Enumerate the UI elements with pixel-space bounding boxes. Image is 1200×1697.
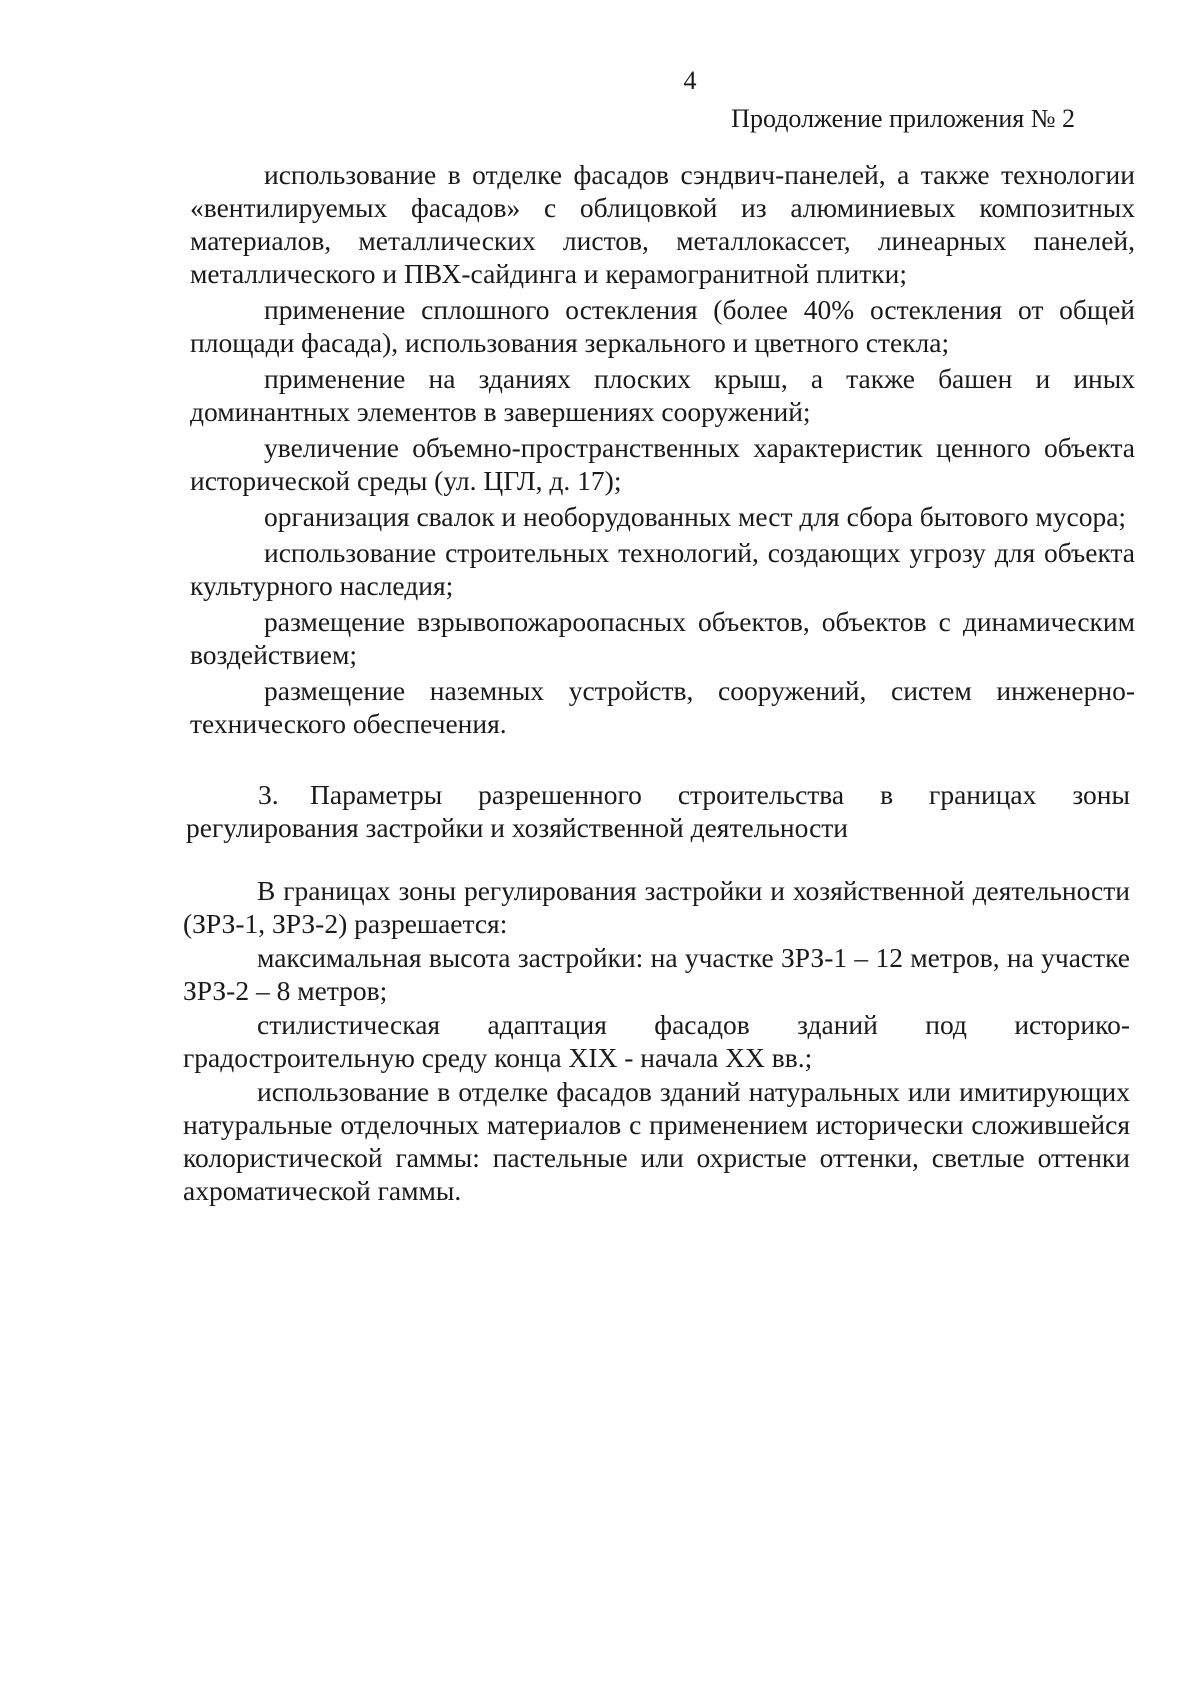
page-number: 4	[683, 66, 697, 95]
prohibitions-list	[190, 158, 1135, 743]
prohibition-item: применение сплошного остекления (более 40% остекления от общей площади фасада), использования зеркального и цветного стекла;	[190, 294, 1135, 358]
prohibition-item: размещение взрывопожароопасных объектов, объектов с динамическим воздействием;	[190, 606, 1135, 670]
prohibition-item: организация свалок и необорудованных мест для сбора бытового мусора;	[264, 501, 1127, 532]
permission-intro: В границах зоны регулирования застройки и хозяйственной деятельности (ЗРЗ-1, ЗРЗ-2) разрешается:	[183, 875, 1130, 939]
appendix-continuation-label: Продолжение приложения № 2	[731, 104, 1075, 133]
prohibition-item: использование строительных технологий, создающих угрозу для объекта культурного наследия;	[190, 537, 1135, 601]
section-heading	[186, 778, 1130, 844]
prohibition-item: размещение наземных устройств, сооружений, систем инженерно-технического обеспечения.	[190, 675, 1135, 739]
prohibition-item: увеличение объемно-пространственных характеристик ценного объекта исторической среды (ул. ЦГЛ, д. 17);	[190, 432, 1135, 496]
permission-item: стилистическая адаптация фасадов зданий под историко-градостроительную среду конца XIX - начала XX вв.;	[183, 1009, 1130, 1073]
permissions-list	[183, 874, 1130, 1208]
prohibition-item: применение на зданиях плоских крыш, а также башен и иных доминантных элементов в завершениях сооружений;	[190, 363, 1135, 427]
permission-item: максимальная высота застройки: на участке ЗРЗ-1 – 12 метров, на участке ЗРЗ-2 – 8 метров;	[183, 942, 1130, 1006]
permission-item: использование в отделке фасадов зданий натуральных или имитирующих натуральные отделочных материалов с применением исторически сложившейся колористической гаммы: пастельные или охристые оттенки, светлые оттенки ахроматической гаммы.	[183, 1076, 1130, 1206]
section-title: Параметры разрешенного строительства в границах зоны регулирования застройки и хозяйственной деятельности	[186, 779, 1130, 843]
prohibition-item: использование в отделке фасадов сэндвич-панелей, а также технологии «вентилируемых фасадов» с облицовкой из алюминиевых композитных материалов, металлических листов, металлокассет, линеарных панелей, металлического и ПВХ-сайдинга и керамогранитной плитки;	[190, 159, 1135, 289]
section-number: 3.	[258, 779, 279, 810]
